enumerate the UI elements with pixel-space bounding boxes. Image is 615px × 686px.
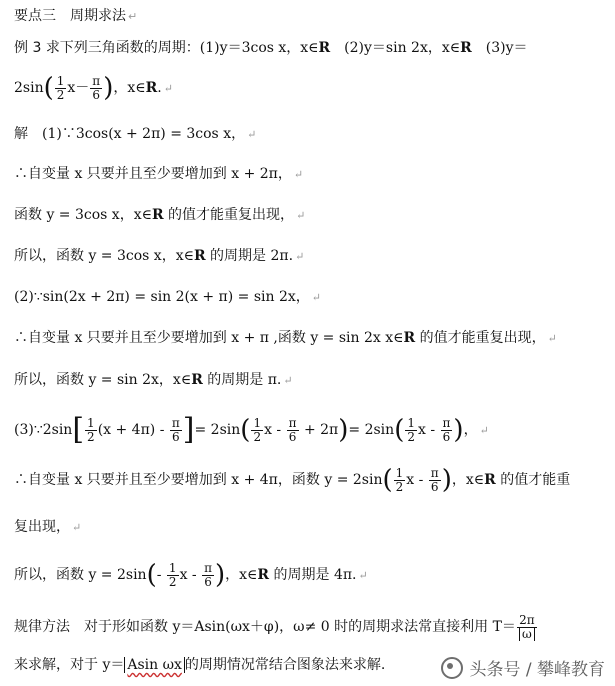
solution-line-4: 所以，函数 y = 3cos x，x∈R 的周期是 2π. ↵ [14,248,305,264]
solution-line-11: 所以，函数 y = 2sin(- $\frac{1}{2}$ x - $\frac{\pi}{6}$ )，x∈R 的周期是 4π. ↵ [14,560,368,590]
rule-line-2: 来求解，对于 y＝ Asin ωx 的周期情况常结合图象法来求解. [14,657,386,673]
fraction: $\frac{\pi}{6}$ [92,73,101,102]
solution-line-6: ∴自变量 x 只要并且至少要增加到 x + π ,函数 y = sin 2x x∈R 的值才能重复出现， ↵ [14,330,557,346]
fraction: $\frac{1}{2}$ [87,415,95,444]
fraction: $\frac{1}{2}$ [168,560,177,589]
example-line-1: 例 3 求下列三角函数的周期：(1)y＝3cos x，x∈R (2)y＝sin 2x，x∈R (3)y＝ [14,40,528,56]
fraction: $\frac{2\pi}{\omega}$ [517,614,537,641]
solution-line-3: 函数 y = 3cos x，x∈R 的值才能重复出现， ↵ [14,207,306,223]
solution-line-5: (2)∵sin(2x + 2π) = sin 2(x + π) = sin 2x， ↵ [14,289,321,305]
fraction: $\frac{1}{2}$ [253,415,262,444]
section-heading: 要点三 周期求法 ↵ [14,8,138,24]
rule-line-1: 规律方法 对于形如函数 y＝Asin(ωx＋φ)，ω≠ 0 时的周期求法常直接利用 T＝ $\frac{2\pi}{\omega}$ [14,607,605,647]
fraction: $\frac{\pi}{6}$ [171,415,180,444]
watermark: 头条号 / 攀峰教育 [441,655,605,680]
solution-line-1: 解 (1)∵3cos(x + 2π) = 3cos x， ↵ [14,126,257,142]
solution-line-8: (3)∵2sin[ $\frac{1}{2}$ (x + 4π) - $\frac{\pi}{6}$ ]= 2sin( $\frac{1}{2}$ x - $\frac{\pi}{6}$ + 2π)= 2sin( $\frac{1}{2}$ x - $\frac{\pi}{6}$ )， ↵ [14,412,489,447]
solution-line-7: 所以，函数 y = sin 2x，x∈R 的周期是 π. ↵ [14,372,293,388]
fraction: $\frac{1}{2}$ [395,465,404,494]
fraction: $\frac{1}{2}$ [407,415,415,444]
fraction: $\frac{\pi}{6}$ [204,560,212,589]
toutiao-logo-icon [441,657,463,679]
fraction: $\frac{\pi}{6}$ [288,415,297,444]
fraction: $\frac{1}{2}$ [56,73,65,102]
example-line-2: 2sin( $\frac{1}{2}$ x－ $\frac{\pi}{6}$ )，x∈R. ↵ [14,73,173,103]
fraction: $\frac{\pi}{6}$ [430,465,439,494]
solution-line-9: ∴自变量 x 只要并且至少要增加到 x + 4π，函数 y = 2sin( $\frac{1}{2}$ x - $\frac{\pi}{6}$ )，x∈R 的值才能重 [14,465,571,495]
fraction: $\frac{\pi}{6}$ [442,415,451,444]
solution-line-2: ∴自变量 x 只要并且至少要增加到 x + 2π， ↵ [14,166,304,182]
solution-line-10: 复出现， ↵ [14,519,82,535]
